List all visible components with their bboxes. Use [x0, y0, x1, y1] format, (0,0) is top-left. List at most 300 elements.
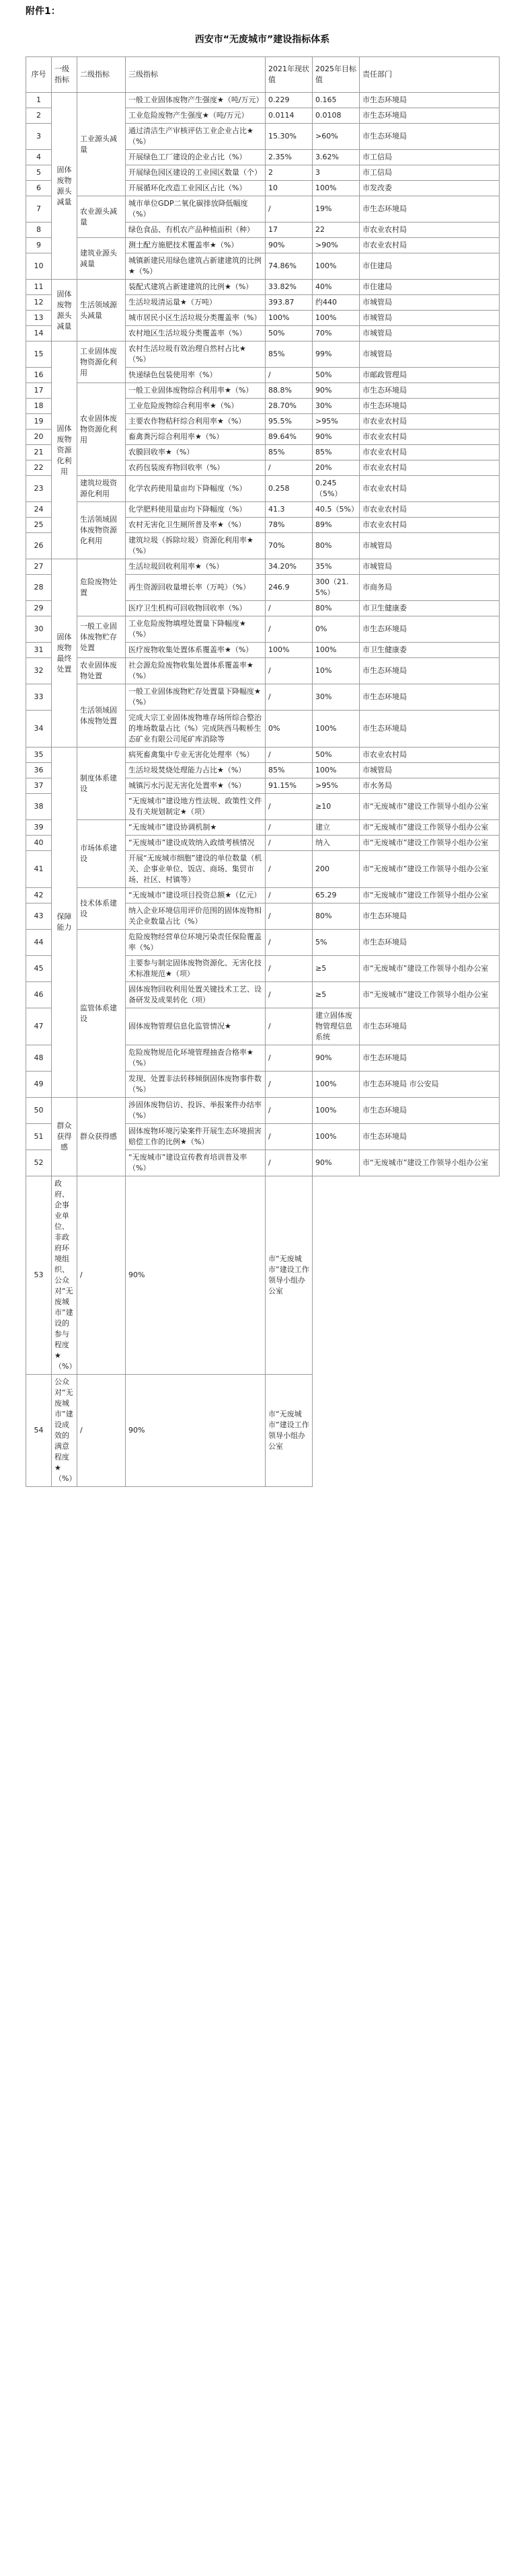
- table-row: [26, 658, 500, 684]
- current-value: /: [266, 820, 313, 836]
- table-row: [26, 238, 500, 253]
- row-number: 12: [26, 295, 52, 311]
- level3-indicator: 工业危险废物综合利用率★（%）: [126, 399, 266, 414]
- level3-indicator: 开展绿色园区建设的工业园区数量（个）: [126, 165, 266, 181]
- responsible-dept: 市生态环境局: [360, 383, 500, 399]
- responsible-dept: 市生态环境局: [360, 711, 500, 748]
- row-number: 11: [26, 280, 52, 295]
- current-value: /: [266, 1098, 313, 1124]
- target-value: 30%: [313, 399, 360, 414]
- current-value: 2.35%: [266, 150, 313, 165]
- level3-indicator: 医疗卫生机构可回收物回收率（%）: [126, 601, 266, 616]
- row-number: 48: [26, 1045, 52, 1072]
- col-header-target: 2025年目标值: [313, 57, 360, 93]
- current-value: /: [266, 982, 313, 1008]
- row-number: 54: [26, 1375, 52, 1487]
- col-header-dept: 责任部门: [360, 57, 500, 93]
- level3-indicator: 装配式建筑占新建建筑的比例★（%）: [126, 280, 266, 295]
- level2-indicator: 农业固体废物资源化利用: [77, 383, 126, 476]
- table-row: [26, 1375, 500, 1487]
- target-value: 90%: [313, 383, 360, 399]
- row-number: 35: [26, 748, 52, 763]
- row-number: 23: [26, 476, 52, 502]
- responsible-dept: 市商务局: [360, 575, 500, 601]
- current-value: 33.82%: [266, 280, 313, 295]
- responsible-dept: 市生态环境局: [360, 1045, 500, 1072]
- responsible-dept: 市农业农村局: [360, 476, 500, 502]
- row-number: 18: [26, 399, 52, 414]
- current-value: 90%: [266, 238, 313, 253]
- responsible-dept: 市农业农村局: [360, 518, 500, 533]
- level3-indicator: 农村生活垃圾有效治理自然村占比★（%）: [126, 341, 266, 368]
- row-number: 4: [26, 150, 52, 165]
- table-row: [26, 820, 500, 836]
- responsible-dept: 市“无废城市”建设工作领导小组办公室: [360, 820, 500, 836]
- level3-indicator: 城镇污水污泥无害化处置率★（%）: [126, 778, 266, 794]
- level3-indicator: 农村地区生活垃圾分类覆盖率（%）: [126, 326, 266, 341]
- responsible-dept: 市工信局: [360, 165, 500, 181]
- header-row: [26, 57, 500, 93]
- level3-indicator: 农膜回收率★（%）: [126, 445, 266, 460]
- responsible-dept: 市城管局: [360, 341, 500, 368]
- target-value: 65.29: [313, 888, 360, 903]
- target-value: 85%: [313, 445, 360, 460]
- table-row: [26, 930, 500, 956]
- current-value: /: [266, 684, 313, 711]
- target-value: 35%: [313, 559, 360, 575]
- row-number: 41: [26, 851, 52, 888]
- target-value: 100%: [313, 1098, 360, 1124]
- level2-indicator: 生活领域固体废物处置: [77, 684, 126, 748]
- target-value: 90%: [313, 1150, 360, 1176]
- responsible-dept: 市生态环境局: [360, 658, 500, 684]
- target-value: 40%: [313, 280, 360, 295]
- current-value: 15.30%: [266, 124, 313, 150]
- current-value: 78%: [266, 518, 313, 533]
- row-number: 22: [26, 460, 52, 476]
- responsible-dept: 市生态环境局: [360, 1098, 500, 1124]
- level1-indicator: 固体废物源头减量: [52, 280, 77, 341]
- table-row: [26, 1176, 500, 1375]
- current-value: 100%: [266, 643, 313, 658]
- row-number: 53: [26, 1176, 52, 1375]
- col-header-level3: 三级指标: [126, 57, 266, 93]
- row-number: 46: [26, 982, 52, 1008]
- current-value: /: [266, 1124, 313, 1150]
- responsible-dept: 市城管局: [360, 295, 500, 311]
- current-value: /: [77, 1176, 126, 1375]
- row-number: 20: [26, 430, 52, 445]
- level2-indicator: 市场体系建设: [77, 820, 126, 888]
- responsible-dept: 市“无废城市”建设工作领导小组办公室: [360, 836, 500, 851]
- target-value: 80%: [313, 903, 360, 930]
- responsible-dept: 市生态环境局 市公安局: [360, 1072, 500, 1098]
- current-value: 0.229: [266, 93, 313, 108]
- current-value: 393.87: [266, 295, 313, 311]
- responsible-dept: 市发改委: [360, 181, 500, 196]
- row-number: 52: [26, 1150, 52, 1176]
- responsible-dept: 市卫生健康委: [360, 643, 500, 658]
- row-number: 13: [26, 311, 52, 326]
- table-row: [26, 341, 500, 368]
- table-title: 西安市“无废城市”建设指标体系: [194, 34, 330, 45]
- responsible-dept: 市生态环境局: [360, 399, 500, 414]
- current-value: 85%: [266, 445, 313, 460]
- row-number: 47: [26, 1008, 52, 1045]
- responsible-dept: 市“无废城市”建设工作领导小组办公室: [266, 1375, 313, 1487]
- target-value: 90%: [126, 1375, 266, 1487]
- row-number: 8: [26, 223, 52, 238]
- current-value: /: [266, 836, 313, 851]
- attachment-label: 附件1：: [26, 6, 61, 17]
- current-value: 0.258: [266, 476, 313, 502]
- current-value: /: [266, 616, 313, 643]
- responsible-dept: 市生态环境局: [360, 1008, 500, 1045]
- responsible-dept: 市卫生健康委: [360, 601, 500, 616]
- level3-indicator: 发现、处置非法转移倾倒固体废物事件数（%）: [126, 1072, 266, 1098]
- level2-indicator: 群众获得感: [77, 1098, 126, 1176]
- row-number: 17: [26, 383, 52, 399]
- row-number: 34: [26, 711, 52, 748]
- row-number: 44: [26, 930, 52, 956]
- target-value: 200: [313, 851, 360, 888]
- target-value: 80%: [313, 533, 360, 559]
- current-value: 50%: [266, 326, 313, 341]
- current-value: 89.64%: [266, 430, 313, 445]
- level2-indicator: 监管体系建设: [77, 930, 126, 1098]
- target-value: 90%: [126, 1176, 266, 1375]
- responsible-dept: 市城管局: [360, 763, 500, 778]
- target-value: 100%: [313, 253, 360, 280]
- responsible-dept: 市城管局: [360, 311, 500, 326]
- level3-indicator: 化学肥料使用量亩均下降幅度（%）: [126, 502, 266, 518]
- current-value: 88.8%: [266, 383, 313, 399]
- responsible-dept: 市“无废城市”建设工作领导小组办公室: [360, 888, 500, 903]
- target-value: 5%: [313, 930, 360, 956]
- row-number: 9: [26, 238, 52, 253]
- level2-indicator: 危险废物处置: [77, 559, 126, 616]
- target-value: 100%: [313, 1124, 360, 1150]
- target-value: 90%: [313, 1045, 360, 1072]
- current-value: 2: [266, 165, 313, 181]
- table-row: [26, 1098, 500, 1124]
- current-value: 0.0114: [266, 108, 313, 124]
- current-value: /: [266, 1008, 313, 1045]
- row-number: 25: [26, 518, 52, 533]
- row-number: 2: [26, 108, 52, 124]
- level3-indicator: 再生资源回收量增长率（万吨）（%）: [126, 575, 266, 601]
- level3-indicator: 一般工业固体废物产生强度★（吨/万元）: [126, 93, 266, 108]
- level3-indicator: 一般工业固体废物综合利用率★（%）: [126, 383, 266, 399]
- target-value: ≥10: [313, 794, 360, 820]
- level3-indicator: “无废城市”建设宣传教育培训普及率（%）: [126, 1150, 266, 1176]
- level3-indicator: 固体废物回收利用处置关键技术工艺、设备研发及成果转化（项）: [126, 982, 266, 1008]
- level3-indicator: 生活垃圾回收利用率★（%）: [126, 559, 266, 575]
- level1-indicator: 固体废物资源化利用: [52, 341, 77, 559]
- target-value: >60%: [313, 124, 360, 150]
- target-value: 50%: [313, 368, 360, 383]
- level3-indicator: 完成大宗工业固体废物堆存场所综合整治的堆场数量占比（%）完成陕西马鞍桥生态矿业有限公司尾矿库消除等: [126, 711, 266, 748]
- current-value: /: [266, 658, 313, 684]
- target-value: 3.62%: [313, 150, 360, 165]
- row-number: 42: [26, 888, 52, 903]
- target-value: 90%: [313, 430, 360, 445]
- level2-indicator: 农业源头减量: [77, 196, 126, 238]
- target-value: 0%: [313, 616, 360, 643]
- target-value: 3: [313, 165, 360, 181]
- responsible-dept: 市水务局: [360, 778, 500, 794]
- table-row: [26, 280, 500, 295]
- target-value: 100%: [313, 763, 360, 778]
- current-value: /: [77, 1375, 126, 1487]
- row-number: 24: [26, 502, 52, 518]
- current-value: /: [266, 1072, 313, 1098]
- current-value: /: [266, 956, 313, 982]
- row-number: 16: [26, 368, 52, 383]
- current-value: /: [266, 460, 313, 476]
- responsible-dept: 市城管局: [360, 559, 500, 575]
- target-value: 89%: [313, 518, 360, 533]
- level1-indicator: 固体废物源头减量: [52, 93, 77, 280]
- row-number: 43: [26, 903, 52, 930]
- row-number: 36: [26, 763, 52, 778]
- level3-indicator: 公众对“无废城市”建设成效的满意程度★（%）: [52, 1375, 77, 1487]
- target-value: 100%: [313, 643, 360, 658]
- target-value: 纳入: [313, 836, 360, 851]
- current-value: 34.20%: [266, 559, 313, 575]
- current-value: 74.86%: [266, 253, 313, 280]
- row-number: 33: [26, 684, 52, 711]
- level3-indicator: 测土配方施肥技术覆盖率★（%）: [126, 238, 266, 253]
- responsible-dept: 市生态环境局: [360, 108, 500, 124]
- target-value: 约440: [313, 295, 360, 311]
- target-value: 80%: [313, 601, 360, 616]
- current-value: 10: [266, 181, 313, 196]
- level3-indicator: 生活垃圾焚烧处理能力占比★（%）: [126, 763, 266, 778]
- level3-indicator: 通过清洁生产审核评估工业企业占比★（%）: [126, 124, 266, 150]
- level3-indicator: 农村无害化卫生厕所普及率★（%）: [126, 518, 266, 533]
- responsible-dept: 市“无废城市”建设工作领导小组办公室: [360, 851, 500, 888]
- level3-indicator: 一般工业固体废物贮存处置量下降幅度★（%）: [126, 684, 266, 711]
- row-number: 14: [26, 326, 52, 341]
- table-row: [26, 888, 500, 903]
- level2-indicator: 技术体系建设: [77, 888, 126, 930]
- target-value: >95%: [313, 778, 360, 794]
- row-number: 50: [26, 1098, 52, 1124]
- table-row: [26, 684, 500, 711]
- target-value: 建立固体废物管理信息系统: [313, 1008, 360, 1045]
- target-value: 0.165: [313, 93, 360, 108]
- level3-indicator: “无废城市”建设地方性法规、政策性文件及有关规划制定★（项）: [126, 794, 266, 820]
- row-number: 15: [26, 341, 52, 368]
- level3-indicator: 化学农药使用量亩均下降幅度（%）: [126, 476, 266, 502]
- responsible-dept: 市邮政管理局: [360, 368, 500, 383]
- level3-indicator: 快递绿色包装使用率（%）: [126, 368, 266, 383]
- target-value: 0.0108: [313, 108, 360, 124]
- col-header-no: 序号: [26, 57, 52, 93]
- current-value: /: [266, 930, 313, 956]
- target-value: 19%: [313, 196, 360, 223]
- current-value: /: [266, 196, 313, 223]
- row-number: 26: [26, 533, 52, 559]
- responsible-dept: 市“无废城市”建设工作领导小组办公室: [360, 982, 500, 1008]
- table-body: [26, 93, 500, 1487]
- responsible-dept: 市“无废城市”建设工作领导小组办公室: [360, 1150, 500, 1176]
- table-row: [26, 748, 500, 763]
- table-row: [26, 559, 500, 575]
- level3-indicator: 病死畜禽集中专业无害化处理率（%）: [126, 748, 266, 763]
- responsible-dept: 市农业农村局: [360, 460, 500, 476]
- current-value: 85%: [266, 341, 313, 368]
- level3-indicator: 危险废物经营单位环境污染责任保险覆盖率（%）: [126, 930, 266, 956]
- row-number: 51: [26, 1124, 52, 1150]
- level2-indicator: 工业源头减量: [77, 93, 126, 196]
- current-value: 28.70%: [266, 399, 313, 414]
- current-value: /: [266, 888, 313, 903]
- level3-indicator: 纳入企业环境信用评价范围的固体废物相关企业数量占比（%）: [126, 903, 266, 930]
- target-value: 建立: [313, 820, 360, 836]
- responsible-dept: 市“无废城市”建设工作领导小组办公室: [360, 956, 500, 982]
- row-number: 5: [26, 165, 52, 181]
- current-value: 91.15%: [266, 778, 313, 794]
- responsible-dept: 市住建局: [360, 253, 500, 280]
- row-number: 28: [26, 575, 52, 601]
- responsible-dept: 市生态环境局: [360, 196, 500, 223]
- row-number: 6: [26, 181, 52, 196]
- current-value: 100%: [266, 311, 313, 326]
- target-value: 30%: [313, 684, 360, 711]
- responsible-dept: 市生态环境局: [360, 616, 500, 643]
- row-number: 27: [26, 559, 52, 575]
- level3-indicator: 主要参与制定固体废物资源化、无害化技术标准规范★（项）: [126, 956, 266, 982]
- table-row: [26, 476, 500, 502]
- level3-indicator: 开展循环化改造工业园区占比（%）: [126, 181, 266, 196]
- table-row: [26, 383, 500, 399]
- responsible-dept: 市农业农村局: [360, 238, 500, 253]
- current-value: 70%: [266, 533, 313, 559]
- row-number: 32: [26, 658, 52, 684]
- row-number: 19: [26, 414, 52, 430]
- responsible-dept: 市农业农村局: [360, 223, 500, 238]
- row-number: 37: [26, 778, 52, 794]
- level3-indicator: 城镇新建民用绿色建筑占新建建筑的比例★（%）: [126, 253, 266, 280]
- row-number: 10: [26, 253, 52, 280]
- level1-indicator: 固体废物最终处置: [52, 559, 77, 748]
- target-value: 100%: [313, 311, 360, 326]
- level3-indicator: 工业危险废物填埋处置量下降幅度★（%）: [126, 616, 266, 643]
- level3-indicator: 生活垃圾清运量★（万吨）: [126, 295, 266, 311]
- responsible-dept: 市“无废城市”建设工作领导小组办公室: [360, 794, 500, 820]
- row-number: 38: [26, 794, 52, 820]
- level2-indicator: 一般工业固体废物贮存处置: [77, 616, 126, 658]
- current-value: 95.5%: [266, 414, 313, 430]
- level3-indicator: 危险废物规范化环境管理抽查合格率★（%）: [126, 1045, 266, 1072]
- level3-indicator: 畜禽粪污综合利用率★（%）: [126, 430, 266, 445]
- col-header-level2: 二级指标: [77, 57, 126, 93]
- level3-indicator: 工业危险废物产生强度★（吨/万元）: [126, 108, 266, 124]
- responsible-dept: 市农业农村局: [360, 502, 500, 518]
- responsible-dept: 市农业农村局: [360, 748, 500, 763]
- row-number: 29: [26, 601, 52, 616]
- current-value: 41.3: [266, 502, 313, 518]
- level3-indicator: “无废城市”建设成效纳入政绩考核情况: [126, 836, 266, 851]
- level2-indicator: 生活领域固体废物资源化利用: [77, 502, 126, 559]
- responsible-dept: 市住建局: [360, 280, 500, 295]
- responsible-dept: 市城管局: [360, 533, 500, 559]
- target-value: 0.245（5%）: [313, 476, 360, 502]
- current-value: /: [266, 794, 313, 820]
- responsible-dept: 市工信局: [360, 150, 500, 165]
- current-value: /: [266, 1150, 313, 1176]
- level2-indicator: 制度体系建设: [77, 748, 126, 820]
- table-row: [26, 616, 500, 643]
- target-value: 100%: [313, 181, 360, 196]
- level3-indicator: 开展“无废城市细胞”建设的单位数量（机关、企事业单位、饭店、商场、集贸市场、社区、村镇等）: [126, 851, 266, 888]
- row-number: 21: [26, 445, 52, 460]
- level3-indicator: 医疗废物收集处置体系覆盖率★（%）: [126, 643, 266, 658]
- target-value: ≥5: [313, 982, 360, 1008]
- table-row: [26, 93, 500, 108]
- level3-indicator: 社会源危险废物收集处置体系覆盖率★（%）: [126, 658, 266, 684]
- level2-indicator: 生活领域源头减量: [77, 280, 126, 341]
- table-row: [26, 196, 500, 223]
- target-value: 300（21.5%）: [313, 575, 360, 601]
- current-value: /: [266, 748, 313, 763]
- responsible-dept: 市生态环境局: [360, 93, 500, 108]
- row-number: 49: [26, 1072, 52, 1098]
- current-value: 0%: [266, 711, 313, 748]
- responsible-dept: 市生态环境局: [360, 684, 500, 711]
- target-value: 40.5（5%）: [313, 502, 360, 518]
- row-number: 1: [26, 93, 52, 108]
- responsible-dept: 市农业农村局: [360, 414, 500, 430]
- level1-indicator: 保障能力: [52, 748, 77, 1098]
- responsible-dept: 市农业农村局: [360, 445, 500, 460]
- row-number: 39: [26, 820, 52, 836]
- level2-indicator: 工业固体废物资源化利用: [77, 341, 126, 383]
- target-value: 99%: [313, 341, 360, 368]
- target-value: 100%: [313, 1072, 360, 1098]
- level3-indicator: 城市单位GDP二氧化碳排放降低幅度（%）: [126, 196, 266, 223]
- responsible-dept: 市生态环境局: [360, 124, 500, 150]
- current-value: /: [266, 1045, 313, 1072]
- row-number: 45: [26, 956, 52, 982]
- current-value: 17: [266, 223, 313, 238]
- level3-indicator: 绿色食品、有机农产品种植面积（种）: [126, 223, 266, 238]
- level3-indicator: 固体废物环境污染案件开展生态环境损害赔偿工作的比例★（%）: [126, 1124, 266, 1150]
- current-value: 85%: [266, 763, 313, 778]
- level3-indicator: “无废城市”建设项目投资总额★（亿元）: [126, 888, 266, 903]
- row-number: 30: [26, 616, 52, 643]
- col-header-level1: 一级指标: [52, 57, 77, 93]
- level2-indicator: 农业固体废物处置: [77, 658, 126, 684]
- target-value: >90%: [313, 238, 360, 253]
- current-value: 246.9: [266, 575, 313, 601]
- row-number: 7: [26, 196, 52, 223]
- current-value: /: [266, 851, 313, 888]
- target-value: 20%: [313, 460, 360, 476]
- current-value: /: [266, 903, 313, 930]
- indicator-table: [26, 56, 500, 1487]
- responsible-dept: 市生态环境局: [360, 1124, 500, 1150]
- target-value: 50%: [313, 748, 360, 763]
- target-value: ≥5: [313, 956, 360, 982]
- target-value: 10%: [313, 658, 360, 684]
- row-number: 40: [26, 836, 52, 851]
- level2-indicator: 建筑垃圾资源化利用: [77, 476, 126, 502]
- responsible-dept: 市“无废城市”建设工作领导小组办公室: [266, 1176, 313, 1375]
- level2-indicator: 建筑业源头减量: [77, 238, 126, 280]
